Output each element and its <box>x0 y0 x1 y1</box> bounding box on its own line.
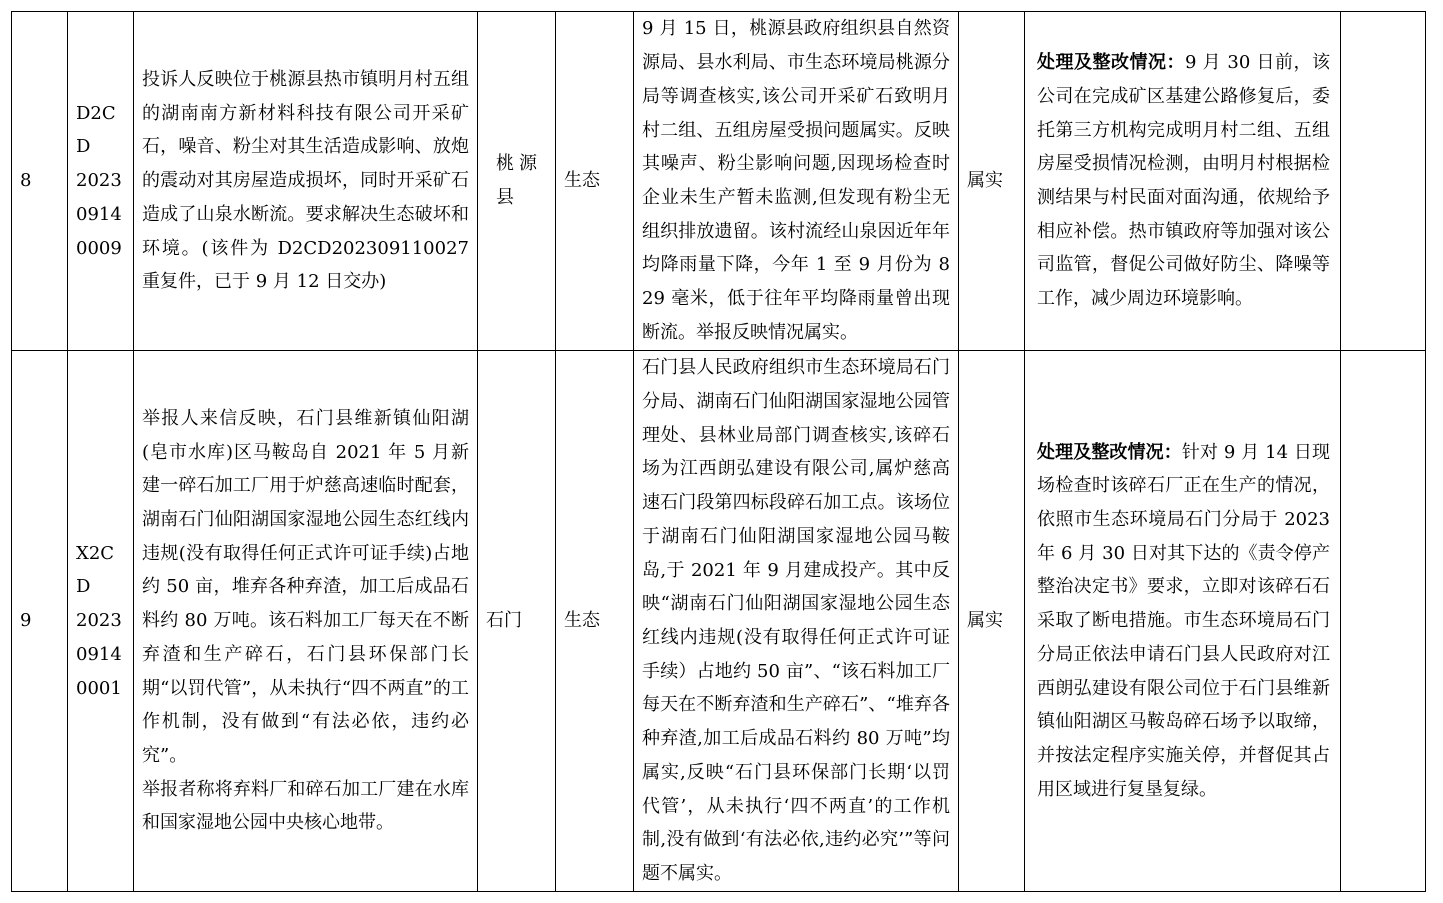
row-index: 9 <box>12 351 68 892</box>
region-cell: 石门 <box>478 351 556 892</box>
handling-text: 9 月 30 日前，该公司在完成矿区基建公路修复后，委托第三方机构完成明月村二组、五组房屋受损情况检测，由明月村根据检测结果与村民面对面沟通，依规给予相应补偿。热市镇政府等加强对该公司监管，督促公司做好防尘、降噪等工作，减少周边环境影响。 <box>1037 52 1330 310</box>
case-code-line: 0009 <box>76 237 122 259</box>
case-code <box>68 12 134 351</box>
remark-cell <box>1341 351 1426 892</box>
complaint-content <box>134 351 478 892</box>
table-row <box>12 351 1426 892</box>
category-cell: 生态 <box>556 12 634 351</box>
handling-label: 处理及整改情况： <box>1037 441 1182 463</box>
case-code-line: 0914 <box>76 643 122 665</box>
case-code-line: 0001 <box>76 677 122 699</box>
handling-label: 处理及整改情况： <box>1037 52 1185 74</box>
case-code-line: 0914 <box>76 203 122 225</box>
category-cell: 生态 <box>556 351 634 892</box>
case-code-line: 2023 <box>76 610 122 632</box>
region-cell: 桃源县 <box>478 12 556 351</box>
verdict-cell: 属实 <box>959 12 1025 351</box>
complaint-paragraph: 举报者称将弃料厂和碎石加工厂建在水库和国家湿地公园中央核心地带。 <box>142 778 469 834</box>
case-code-line: D2CD <box>76 102 116 158</box>
remark-cell <box>1341 12 1426 351</box>
case-code <box>68 351 134 892</box>
handling-status <box>1025 12 1341 351</box>
investigation-result: 石门县人民政府组织市生态环境局石门分局、湖南石门仙阳湖国家湿地公园管理处、县林业局部门调查核实,该碎石场为江西朗弘建设有限公司,属炉慈高速石门段第四标段碎石加工点。该场位于湖南石门仙阳湖国家湿地公园马鞍岛,于 2021 年 9 月建成投产。其中反映“湖南石门仙阳湖国家湿地公园生态红线内违规(没有取得任何正式许可证手续）占地约 50 亩”、“该石料加工厂每天在不断弃渣和生产碎石”、“堆弃各种弃渣,加工后成品石料约 80 万吨”均属实,反映“石门县环保部门长期‘以罚代管’，从未执行‘四不两直’的工作机制,没有做到‘有法必依,违约必究’”等问题不属实。 <box>634 351 959 892</box>
complaint-paragraph: 举报人来信反映，石门县维新镇仙阳湖(皂市水库)区马鞍岛自 2021 年 5 月新建一碎石加工厂用于炉慈高速临时配套，湖南石门仙阳湖国家湿地公园生态红线内违规(没有取得任何正式许可证手续)占地约 50 亩，堆弃各种弃渣，加工后成品石料约 80 万吨。该石料加工厂每天在不断弃渣和生产碎石，石门县环保部门长期“以罚代管”，从未执行“四不两直”的工作机制，没有做到“有法必依，违约必究”。 <box>142 407 469 766</box>
table-row <box>12 12 1426 351</box>
row-index: 8 <box>12 12 68 351</box>
case-code-line: 2023 <box>76 170 122 192</box>
complaint-content: 投诉人反映位于桃源县热市镇明月村五组的湖南南方新材料科技有限公司开采矿石，噪音、粉尘对其生活造成影响、放炮的震动对其房屋造成损坏，同时开采矿石造成了山泉水断流。要求解决生态破坏和环境。(该件为 D2CD202309110027 重复件，已于 9 月 12 日交办) <box>134 12 478 351</box>
complaint-table <box>11 11 1426 892</box>
investigation-result: 9 月 15 日，桃源县政府组织县自然资源局、县水利局、市生态环境局桃源分局等调查核实,该公司开采矿石致明月村二组、五组房屋受损问题属实。反映其噪声、粉尘影响问题,因现场检查时企业未生产暂未监测,但发现有粉尘无组织排放遗留。该村流经山泉因近年年均降雨量下降，今年 1 至 9 月份为 829 毫米，低于往年平均降雨量曾出现断流。举报反映情况属实。 <box>634 12 959 351</box>
verdict-cell: 属实 <box>959 351 1025 892</box>
handling-text: 针对 9 月 14 日现场检查时该碎石厂正在生产的情况，依照市生态环境局石门分局于 2023 年 6 月 30 日对其下达的《责令停产整治决定书》要求，立即对该碎石石采取了断电措施。市生态环境局石门分局正依法申请石门县人民政府对江西朗弘建设有限公司位于石门县维新镇仙阳湖区马鞍岛碎石场予以取缔，并按法定程序实施关停，并督促其占用区域进行复垦复绿。 <box>1037 441 1330 800</box>
case-code-line: X2CD <box>76 542 115 598</box>
handling-status <box>1025 351 1341 892</box>
